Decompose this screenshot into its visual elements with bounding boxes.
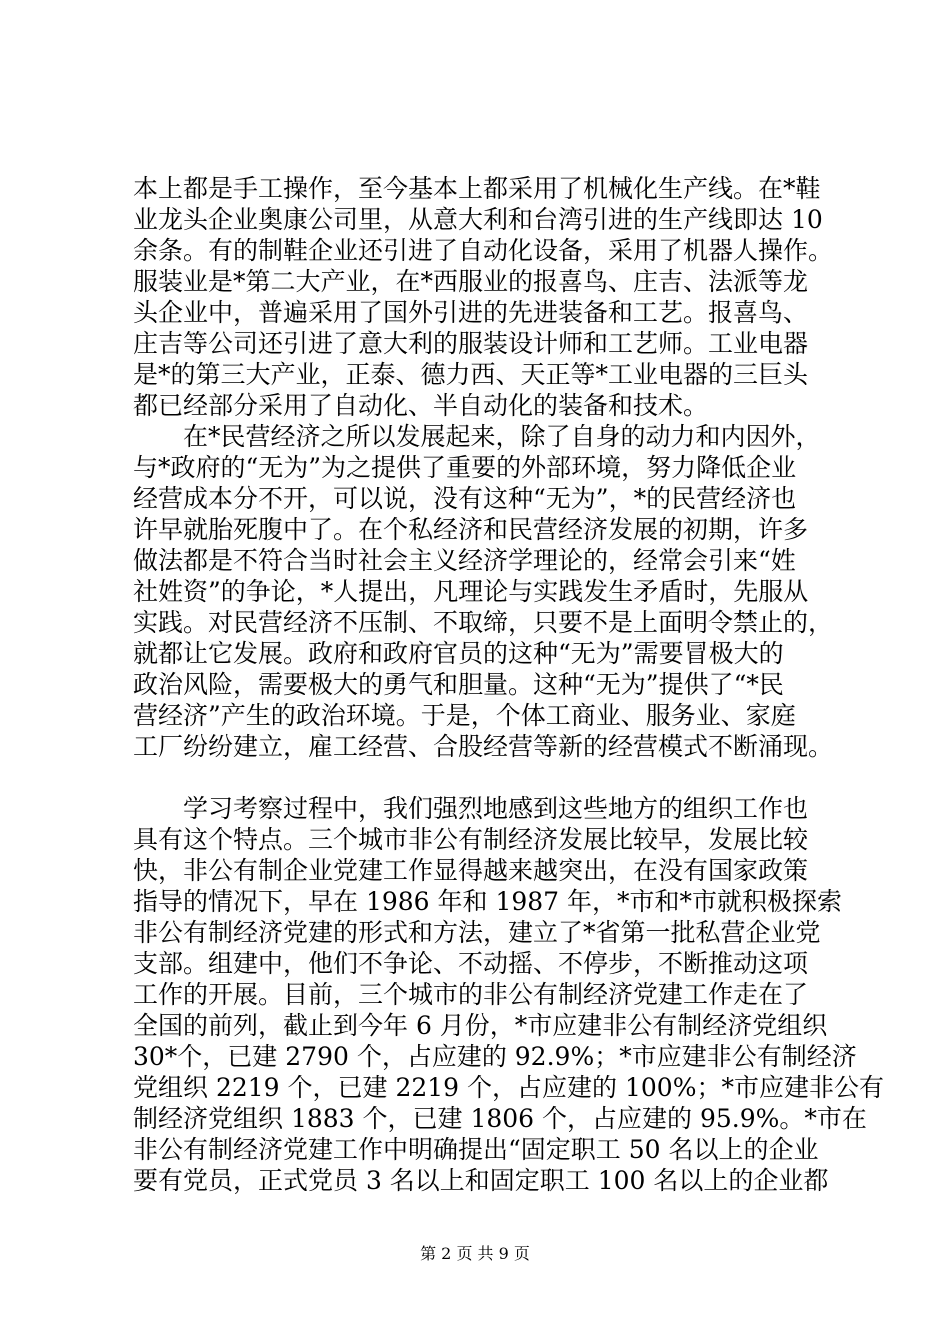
text-line: 社姓资”的争论，*人提出，凡理论与实践发生矛盾时，先服从 (133, 577, 809, 606)
text-line: 指导的情况下，早在 1986 年和 1987 年，*市和*市就积极探索 (133, 887, 843, 916)
text-line: 实践。对民营经济不压制、不取缔，只要不是上面明令禁止的， (133, 608, 834, 637)
text-line: 头企业中，普遍采用了国外引进的先进装备和工艺。报喜鸟、 (133, 298, 809, 327)
text-line: 学习考察过程中，我们强烈地感到这些地方的组织工作也 (133, 794, 809, 823)
body-text (133, 173, 884, 1196)
paragraph-1 (133, 173, 833, 421)
text-line: 都已经部分采用了自动化、半自动化的装备和技术。 (133, 391, 709, 420)
text-line: 具有这个特点。三个城市非公有制经济发展比较早，发展比较 (133, 825, 809, 854)
text-line: 非公有制经济党建的形式和方法，建立了*省第一批私营企业党 (133, 918, 821, 947)
text-line: 经营成本分不开，可以说，没有这种“无为”，*的民营经济也 (133, 484, 797, 513)
text-line: 许早就胎死腹中了。在个私经济和民营经济发展的初期，许多 (133, 515, 809, 544)
page-footer: 第 2 页 共 9 页 (420, 1244, 530, 1263)
text-line: 在*民营经济之所以发展起来，除了自身的动力和内因外， (133, 422, 821, 451)
text-line: 工作的开展。目前，三个城市的非公有制经济党建工作走在了 (133, 980, 809, 1009)
text-line: 本上都是手工操作，至今基本上都采用了机械化生产线。在*鞋 (133, 174, 821, 203)
text-line: 就都让它发展。政府和政府官员的这种“无为”需要冒极大的 (133, 639, 784, 668)
text-line: 全国的前列，截止到今年 6 月份，*市应建非公有制经济党组织 (133, 1011, 828, 1040)
paragraph-gap (133, 762, 833, 793)
text-line: 服装业是*第二大产业，在*西服业的报喜鸟、庄吉、法派等龙 (133, 267, 809, 296)
text-line: 非公有制经济党建工作中明确提出“固定职工 50 名以上的企业 (133, 1135, 819, 1164)
text-line: 庄吉等公司还引进了意大利的服装设计师和工艺师。工业电器 (133, 329, 809, 358)
text-line: 营经济”产生的政治环境。于是，个体工商业、服务业、家庭 (133, 701, 796, 730)
text-line: 30*个，已建 2790 个，占应建的 92.9%；*市应建非公有制经济 (133, 1042, 857, 1071)
text-line: 快，非公有制企业党建工作显得越来越突出，在没有国家政策 (133, 856, 809, 885)
text-line: 政治风险，需要极大的勇气和胆量。这种“无为”提供了“*民 (133, 670, 784, 699)
text-line: 余条。有的制鞋企业还引进了自动化设备，采用了机器人操作。 (133, 236, 834, 265)
text-line: 支部。组建中，他们不争论、不动摇、不停步，不断推动这项 (133, 949, 809, 978)
text-line: 与*政府的“无为”为之提供了重要的外部环境，努力降低企业 (133, 453, 797, 482)
text-line: 工厂纷纷建立，雇工经营、合股经营等新的经营模式不断涌现。 (133, 732, 834, 761)
text-line: 做法都是不符合当时社会主义经济学理论的，经常会引来“姓 (133, 546, 796, 575)
text-line: 业龙头企业奥康公司里，从意大利和台湾引进的生产线即达 10 (133, 205, 823, 234)
text-line: 是*的第三大产业，正泰、德力西、天正等*工业电器的三巨头 (133, 360, 809, 389)
text-line: 党组织 2219 个，已建 2219 个，占应建的 100%；*市应建非公有 (133, 1073, 884, 1102)
paragraph-3 (133, 793, 884, 1196)
paragraph-2 (133, 421, 833, 762)
text-line: 制经济党组织 1883 个，已建 1806 个，占应建的 95.9%。*市在 (133, 1104, 867, 1133)
text-line: 要有党员，正式党员 3 名以上和固定职工 100 名以上的企业都 (133, 1166, 829, 1195)
